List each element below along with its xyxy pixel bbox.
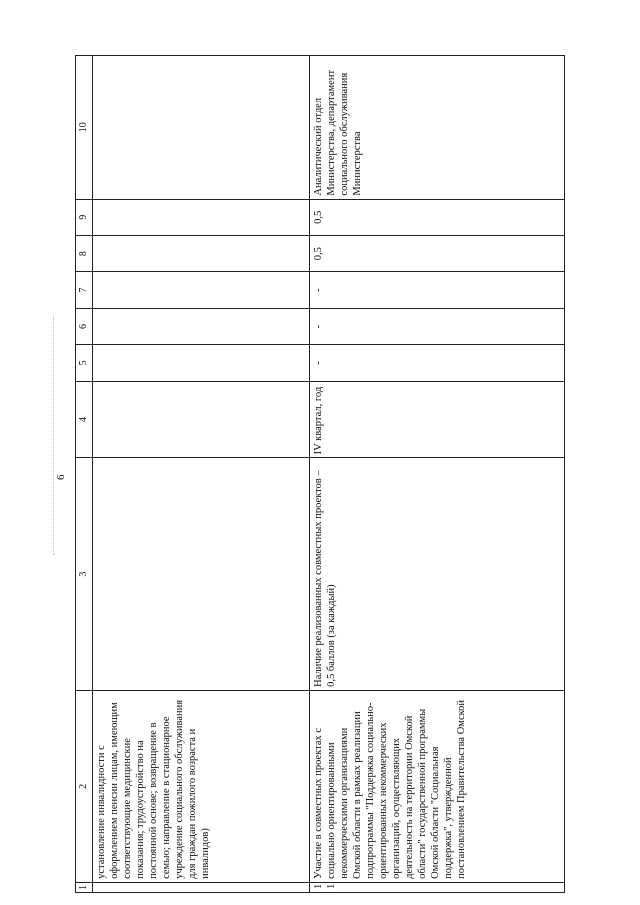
value-cell: -: [310, 308, 565, 344]
table-row: [93, 56, 310, 893]
header-cell: 7: [76, 272, 93, 308]
value-cell: [93, 235, 310, 271]
header-cell: 9: [76, 199, 93, 235]
value-cell: -: [310, 272, 565, 308]
header-cell: 6: [76, 308, 93, 344]
header-cell: 2: [76, 690, 93, 882]
header-cell: 10: [76, 56, 93, 200]
value-cell: 0,5: [310, 235, 565, 271]
value-cell: 0,5: [310, 199, 565, 235]
header-cell: 3: [76, 458, 93, 691]
rotated-document: [45, 50, 590, 905]
document-table: [75, 55, 565, 893]
value-cell: [93, 272, 310, 308]
value-cell: [93, 308, 310, 344]
period-cell: IV квартал, год: [310, 381, 565, 458]
value-cell: -: [310, 345, 565, 381]
header-cell: 5: [76, 345, 93, 381]
row-number-cell: 11: [310, 882, 565, 892]
activity-cell: установление инвалидности с оформлением пенсии лицам, имеющим соответствующие медицинские показания; трудоустройство на постоянной основе; возвращение в семью; направление в стационарное учреждение социального обслуживания для граждан пожилого возраста и инвалидов): [93, 690, 310, 882]
scan-edge-line: [53, 315, 54, 555]
header-cell: 4: [76, 381, 93, 458]
responsible-cell: [93, 56, 310, 200]
table-row: [310, 56, 565, 893]
table-header-row: [76, 56, 93, 893]
period-cell: [93, 381, 310, 458]
criteria-cell: Наличие реализованных совместных проектов – 0,5 баллов (за каждый): [310, 458, 565, 691]
page-number: 6: [55, 474, 67, 480]
value-cell: [93, 345, 310, 381]
criteria-cell: [93, 458, 310, 691]
row-number-cell: [93, 882, 310, 892]
responsible-cell: Аналитический отдел Министерства, департамент социального обслуживания Министерства: [310, 56, 565, 200]
activity-cell: Участие в совместных проектах с социально ориентированными некоммерческими организациями Омской области в рамках реализации подпрограммы "Поддержка социально-ориентированных некоммерческих организаций, осуществляющих деятельность на территории Омской области" государственной программы Омской области "Социальная поддержка", утвержденной постановлением Правительства Омской: [310, 690, 565, 882]
header-cell: 1: [76, 882, 93, 892]
value-cell: [93, 199, 310, 235]
header-cell: 8: [76, 235, 93, 271]
